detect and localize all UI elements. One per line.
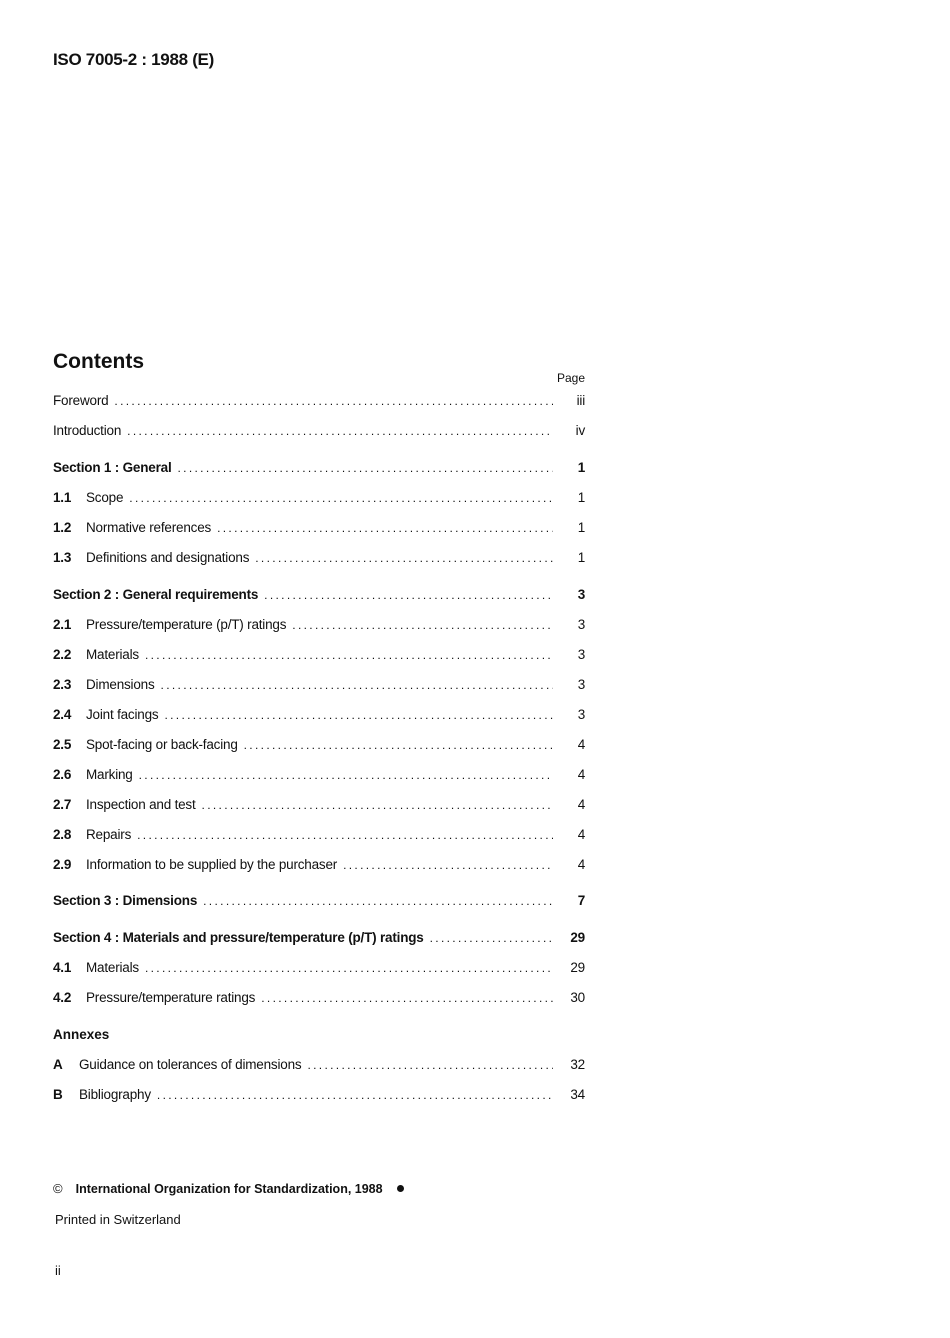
toc-entry-page: 7 bbox=[577, 893, 585, 908]
page-column-label: Page bbox=[556, 371, 585, 385]
toc-entry[interactable] bbox=[53, 990, 585, 1010]
toc-entry[interactable] bbox=[53, 707, 585, 727]
copyright-line bbox=[53, 1181, 404, 1196]
toc-entry-page: 1 bbox=[577, 550, 585, 565]
dot-leader bbox=[202, 797, 553, 812]
toc-entry-title: Section 4 : Materials and pressure/temperature (p/T) ratings bbox=[53, 930, 424, 945]
toc-entry-title: Information to be supplied by the purchaser bbox=[86, 857, 338, 872]
toc-entry[interactable] bbox=[53, 423, 585, 443]
toc-entry[interactable] bbox=[53, 460, 585, 480]
toc-entry-number: 2.5 bbox=[53, 737, 72, 752]
dot-leader bbox=[217, 520, 553, 535]
toc-entry[interactable] bbox=[53, 960, 585, 980]
annex-letter: A bbox=[53, 1057, 63, 1072]
dot-leader bbox=[178, 460, 554, 475]
toc-entry-page: iv bbox=[575, 423, 585, 438]
toc-entry-page: 1 bbox=[577, 460, 585, 475]
toc-entry-page: 29 bbox=[570, 960, 585, 975]
toc-entry[interactable] bbox=[53, 737, 585, 757]
dot-leader bbox=[292, 617, 553, 632]
toc-entry-title: Section 3 : Dimensions bbox=[53, 893, 198, 908]
toc-entry[interactable] bbox=[53, 587, 585, 607]
toc-entry[interactable] bbox=[53, 827, 585, 847]
dot-leader bbox=[261, 990, 553, 1005]
toc-entry-title: Spot-facing or back-facing bbox=[86, 737, 238, 752]
dot-leader bbox=[137, 827, 553, 842]
toc-entry-page: 3 bbox=[577, 707, 585, 722]
toc-entry-page: 29 bbox=[570, 930, 585, 945]
toc-entry-title: Materials bbox=[86, 647, 139, 662]
toc-entry-title: Pressure/temperature ratings bbox=[86, 990, 256, 1005]
dot-leader bbox=[139, 767, 553, 782]
toc-entry-title: Section 2 : General requirements bbox=[53, 587, 259, 602]
toc-entry-page: 1 bbox=[577, 520, 585, 535]
toc-entry-page: 3 bbox=[577, 587, 585, 602]
toc-entry-title: Marking bbox=[86, 767, 133, 782]
toc-entry-page: 4 bbox=[577, 737, 585, 752]
toc-entry-title: Definitions and designations bbox=[86, 550, 250, 565]
toc-entry-number: 1.2 bbox=[53, 520, 72, 535]
annexes-heading: Annexes bbox=[53, 1027, 110, 1042]
toc-entry[interactable] bbox=[53, 797, 585, 817]
toc-entry-number: 4.2 bbox=[53, 990, 72, 1005]
dot-leader bbox=[164, 707, 553, 722]
annex-title: Guidance on tolerances of dimensions bbox=[79, 1057, 302, 1072]
toc-entry[interactable] bbox=[53, 930, 585, 950]
toc-entry[interactable] bbox=[53, 490, 585, 510]
copyright-text: International Organization for Standardization, 1988 bbox=[75, 1181, 383, 1196]
dot-leader bbox=[307, 1057, 553, 1072]
annex-entry[interactable] bbox=[53, 1057, 585, 1077]
dot-leader bbox=[114, 393, 553, 408]
annex-page: 32 bbox=[570, 1057, 585, 1072]
toc-entry-page: iii bbox=[576, 393, 585, 408]
toc-entry-number: 2.7 bbox=[53, 797, 72, 812]
toc-entry[interactable] bbox=[53, 857, 585, 877]
toc-entry-page: 3 bbox=[577, 617, 585, 632]
toc-entry[interactable] bbox=[53, 767, 585, 787]
toc-entry-number: 2.1 bbox=[53, 617, 72, 632]
toc-entry[interactable] bbox=[53, 893, 585, 913]
annex-entry[interactable] bbox=[53, 1087, 585, 1107]
toc-entry-title: Introduction bbox=[53, 423, 122, 438]
toc-entry-number: 2.6 bbox=[53, 767, 72, 782]
toc-entry-number: 2.4 bbox=[53, 707, 72, 722]
dot-leader bbox=[129, 490, 553, 505]
toc-entry[interactable] bbox=[53, 550, 585, 570]
dot-leader bbox=[127, 423, 553, 438]
dot-leader bbox=[244, 737, 553, 752]
toc-entry-number: 4.1 bbox=[53, 960, 72, 975]
toc-entry-title: Pressure/temperature (p/T) ratings bbox=[86, 617, 287, 632]
toc-entry-number: 2.8 bbox=[53, 827, 72, 842]
toc-entry-title: Normative references bbox=[86, 520, 212, 535]
toc-entry-page: 30 bbox=[570, 990, 585, 1005]
toc-entry-title: Section 1 : General bbox=[53, 460, 172, 475]
contents-title: Contents bbox=[53, 350, 144, 373]
toc-entry-page: 4 bbox=[577, 797, 585, 812]
toc-entry-page: 3 bbox=[577, 647, 585, 662]
toc-entry-title: Inspection and test bbox=[86, 797, 196, 812]
toc-entry[interactable] bbox=[53, 617, 585, 637]
dot-leader bbox=[161, 677, 553, 692]
toc-entry-page: 4 bbox=[577, 827, 585, 842]
toc-entry-number: 1.1 bbox=[53, 490, 72, 505]
toc-entry[interactable] bbox=[53, 677, 585, 697]
toc-entry-number: 2.9 bbox=[53, 857, 72, 872]
dot-leader bbox=[343, 857, 553, 872]
dot-leader bbox=[145, 960, 553, 975]
dot-leader bbox=[255, 550, 553, 565]
toc-entry[interactable] bbox=[53, 393, 585, 413]
printed-in: Printed in Switzerland bbox=[55, 1212, 181, 1227]
toc-entry-title: Scope bbox=[86, 490, 124, 505]
toc-entry-title: Foreword bbox=[53, 393, 109, 408]
toc-entry[interactable] bbox=[53, 520, 585, 540]
dot-leader bbox=[157, 1087, 553, 1102]
toc-entry-title: Materials bbox=[86, 960, 139, 975]
page-number: ii bbox=[55, 1263, 61, 1278]
copyright-symbol: © bbox=[53, 1181, 63, 1196]
toc-entry-page: 1 bbox=[577, 490, 585, 505]
toc-entry-page: 4 bbox=[577, 767, 585, 782]
toc-entry-number: 2.3 bbox=[53, 677, 72, 692]
annex-title: Bibliography bbox=[79, 1087, 151, 1102]
bullet-icon bbox=[397, 1185, 404, 1192]
toc-entry-title: Dimensions bbox=[86, 677, 155, 692]
dot-leader bbox=[145, 647, 553, 662]
dot-leader bbox=[430, 930, 553, 945]
annex-letter: B bbox=[53, 1087, 63, 1102]
dot-leader bbox=[203, 893, 553, 908]
annex-page: 34 bbox=[570, 1087, 585, 1102]
toc-entry-number: 1.3 bbox=[53, 550, 72, 565]
toc-entry-number: 2.2 bbox=[53, 647, 72, 662]
toc-entry-title: Repairs bbox=[86, 827, 132, 842]
toc-entry-title: Joint facings bbox=[86, 707, 159, 722]
toc-entry[interactable] bbox=[53, 647, 585, 667]
toc-entry-page: 4 bbox=[577, 857, 585, 872]
toc-entry-page: 3 bbox=[577, 677, 585, 692]
document-id: ISO 7005-2 : 1988 (E) bbox=[53, 50, 214, 69]
dot-leader bbox=[264, 587, 553, 602]
